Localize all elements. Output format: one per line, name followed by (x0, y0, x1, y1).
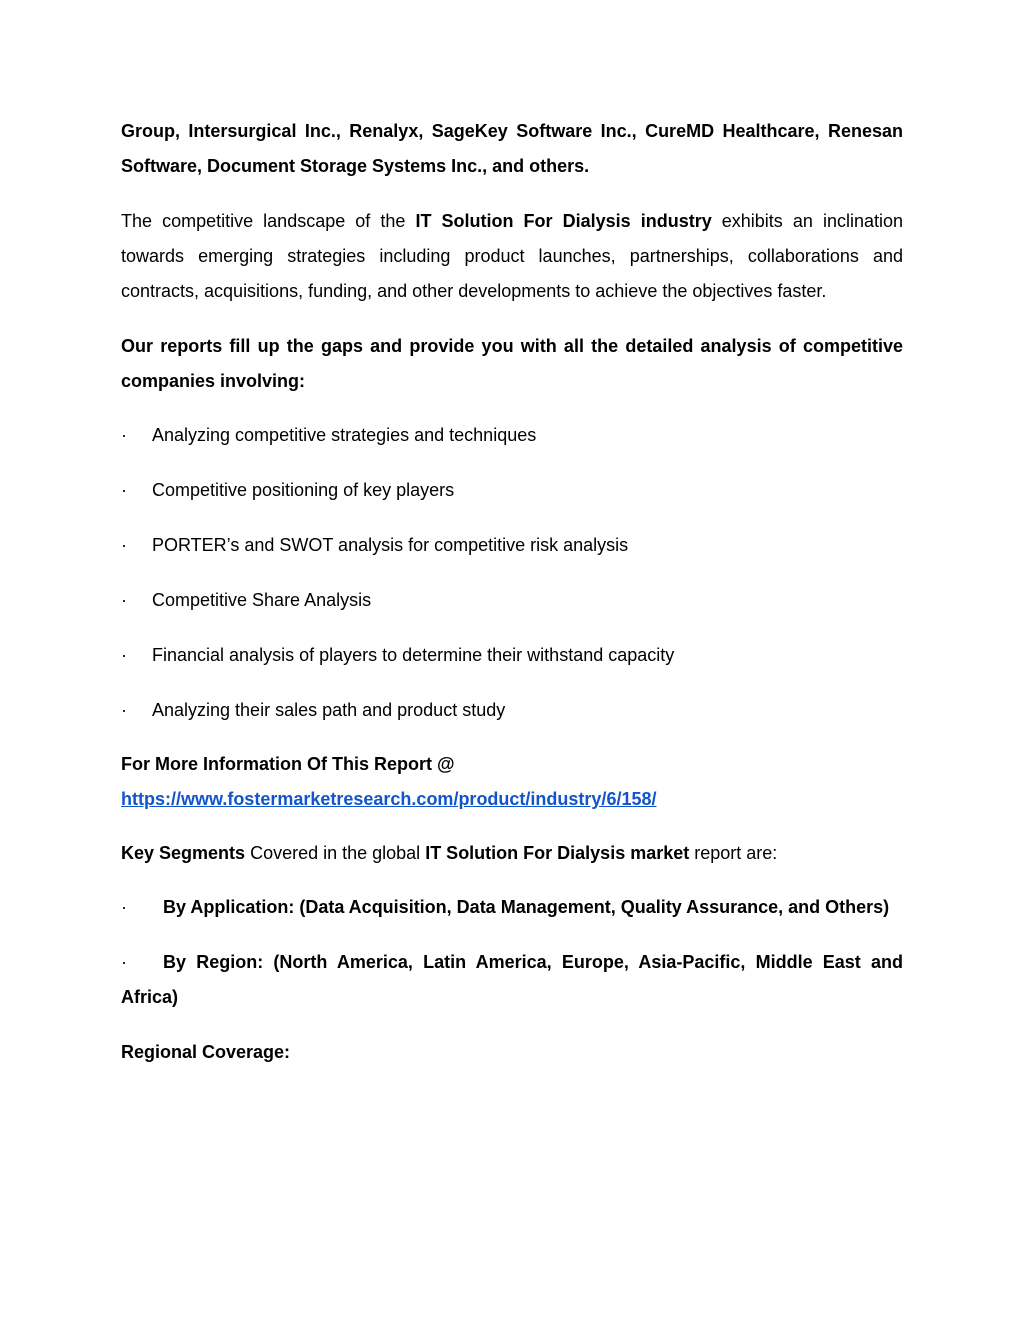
bullet-dot: · (121, 700, 127, 720)
more-info-label: For More Information Of This Report @ (121, 754, 455, 774)
segment-region (121, 945, 903, 1015)
report-link[interactable]: https://www.fostermarketresearch.com/product/industry/6/158/ (121, 789, 657, 809)
bullet-dot: · (121, 425, 127, 445)
list-item (121, 693, 903, 728)
segment-application (121, 890, 903, 925)
bullet-dot: · (121, 645, 127, 665)
list-item (121, 473, 903, 508)
list-item-text: Competitive positioning of key players (152, 480, 455, 500)
segments-intro-end: report are: (689, 843, 778, 863)
landscape-text-end: exhibits an inclination towards emerging strategies including product launches, partnerships, collaborations and contracts, acquisitions, funding, and other developments to achieve the objectives faster. (121, 211, 904, 301)
list-item-text: PORTER’s and SWOT analysis for competitive risk analysis (152, 535, 629, 555)
analysis-list (121, 418, 903, 728)
bullet-dot: · (121, 590, 127, 610)
market-name: IT Solution For Dialysis market (425, 843, 690, 863)
industry-name: IT Solution For Dialysis industry (415, 211, 712, 231)
list-item-text: Analyzing their sales path and product study (152, 700, 506, 720)
bullet-dot: · (121, 897, 127, 917)
segment-text: By Application: (Data Acquisition, Data Management, Quality Assurance, and Others) (163, 897, 890, 917)
regional-coverage-heading: Regional Coverage: (121, 1042, 291, 1062)
companies-paragraph: Group, Intersurgical Inc., Renalyx, SageKey Software Inc., CureMD Healthcare, Renesan Software, Document Storage Systems Inc., and others. (121, 121, 903, 176)
list-item (121, 583, 903, 618)
key-segments-label: Key Segments (121, 843, 246, 863)
bullet-dot: · (121, 535, 127, 555)
segments-intro-mid: Covered in the global (245, 843, 426, 863)
list-item (121, 638, 903, 673)
landscape-text-start: The competitive landscape of the (121, 211, 416, 231)
segment-text: By Region: (North America, Latin America, Europe, Asia-Pacific, Middle East and Africa) (121, 952, 903, 1007)
reports-heading: Our reports fill up the gaps and provide you with all the detailed analysis of competitive companies involving: (121, 336, 903, 391)
list-item (121, 418, 903, 453)
bullet-dot: · (121, 952, 127, 972)
list-item-text: Financial analysis of players to determine their withstand capacity (152, 645, 675, 665)
document-page (121, 114, 903, 1070)
list-item-text: Competitive Share Analysis (152, 590, 372, 610)
segments-intro (121, 836, 903, 871)
more-info-block (121, 747, 903, 817)
list-item-text: Analyzing competitive strategies and techniques (152, 425, 537, 445)
bullet-dot: · (121, 480, 127, 500)
list-item (121, 528, 903, 563)
landscape-paragraph (121, 204, 903, 309)
